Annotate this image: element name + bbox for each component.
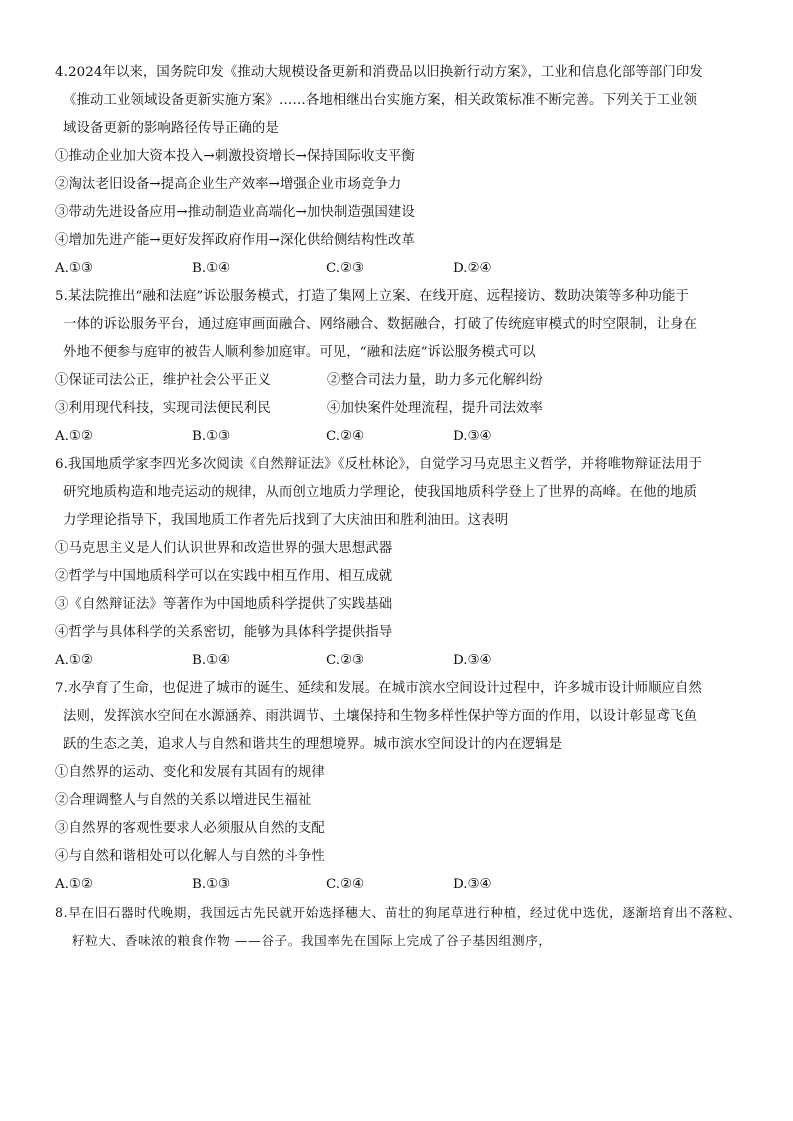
q8-stem-line-2: 籽粒大、香味浓的粮食作物 ——谷子。我国率先在国际上完成了谷子基因组测序， bbox=[72, 933, 552, 948]
q7-option-c: C.②④ bbox=[326, 877, 365, 892]
q5-option-b: B.①③ bbox=[192, 429, 231, 444]
q7-stem-line-3: 跃的生态之美，追求人与自然和谐共生的理想境界。城市滨水空间设计的内在逻辑是 bbox=[63, 737, 563, 752]
q4-option-d: D.②④ bbox=[453, 261, 492, 276]
q4-option-c: C.②③ bbox=[326, 261, 365, 276]
q4-option-b: B.①④ bbox=[192, 261, 231, 276]
q7-option-d: D.③④ bbox=[453, 877, 492, 892]
q4-stem-line-3: 域设备更新的影响路径传导正确的是 bbox=[63, 121, 279, 136]
q4-item-1: ①推动企业加大资本投入→刺激投资增长→保持国际收支平衡 bbox=[55, 149, 415, 164]
q5-item-2: ②整合司法力量，助力多元化解纠纷 bbox=[327, 373, 543, 388]
q4-stem-line-1: 4.2024年以来，国务院印发《推动大规模设备更新和消费品以旧换新行动方案》，工业和信息化部等部门印发 bbox=[55, 65, 703, 80]
q6-item-4: ④哲学与具体科学的关系密切，能够为具体科学提供指导 bbox=[55, 625, 393, 640]
q7-stem-line-1: 7.水孕育了生命，也促进了城市的诞生、延续和发展。在城市滨水空间设计过程中，许多城市设计师顺应自然 bbox=[55, 681, 703, 696]
q8-stem-line-1: 8.早在旧石器时代晚期，我国远古先民就开始选择穗大、苗壮的狗尾草进行种植，经过优中选优，逐渐培育出不落粒、 bbox=[55, 905, 742, 920]
q6-option-c: C.②③ bbox=[326, 653, 365, 668]
q5-item-1: ①保证司法公正，维护社会公平正义 bbox=[55, 373, 271, 388]
q5-stem-line-2: 一体的诉讼服务平台，通过庭审画面融合、网络融合、数据融合，打破了传统庭审模式的时空限制，让身在 bbox=[63, 317, 698, 332]
q5-item-3: ③利用现代科技，实现司法便民利民 bbox=[55, 401, 271, 416]
q6-stem-line-1: 6.我国地质学家李四光多次阅读《自然辩证法》《反杜林论》，自觉学习马克思主义哲学，并将唯物辩证法用于 bbox=[55, 457, 703, 472]
q6-option-b: B.①④ bbox=[192, 653, 231, 668]
q4-item-4: ④增加先进产能→更好发挥政府作用→深化供给侧结构性改革 bbox=[55, 233, 415, 248]
q4-item-2: ②淘汰老旧设备→提高企业生产效率→增强企业市场竞争力 bbox=[55, 177, 402, 192]
q6-option-a: A.①② bbox=[55, 653, 93, 668]
q4-option-a: A.①③ bbox=[55, 261, 93, 276]
q7-item-3: ③自然界的客观性要求人必须服从自然的支配 bbox=[55, 821, 325, 836]
q6-stem-line-2: 研究地质构造和地壳运动的规律，从而创立地质力学理论，使我国地质科学登上了世界的高峰。在他的地质 bbox=[63, 485, 698, 500]
q7-item-1: ①自然界的运动、变化和发展有其固有的规律 bbox=[55, 765, 325, 780]
q7-option-b: B.①③ bbox=[192, 877, 231, 892]
q5-stem-line-1: 5.某法院推出“融和法庭”诉讼服务模式，打造了集网上立案、在线开庭、远程接访、数助决策等多种功能于 bbox=[55, 289, 689, 304]
q7-option-a: A.①② bbox=[55, 877, 93, 892]
q7-item-4: ④与自然和谐相处可以化解人与自然的斗争性 bbox=[55, 849, 325, 864]
q5-option-a: A.①② bbox=[55, 429, 93, 444]
q5-stem-line-3: 外地不便参与庭审的被告人顺利参加庭审。可见，“融和法庭”诉讼服务模式可以 bbox=[63, 345, 536, 360]
q6-item-2: ②哲学与中国地质科学可以在实践中相互作用、相互成就 bbox=[55, 569, 393, 584]
q4-stem-line-2: 《推动工业领域设备更新实施方案》……各地相继出台实施方案，相关政策标准不断完善。下列关于工业领 bbox=[63, 93, 698, 108]
q6-option-d: D.③④ bbox=[453, 653, 492, 668]
q6-item-1: ①马克思主义是人们认识世界和改造世界的强大思想武器 bbox=[55, 541, 393, 556]
q6-stem-line-3: 力学理论指导下，我国地质工作者先后找到了大庆油田和胜利油田。这表明 bbox=[63, 513, 509, 528]
q5-option-c: C.②④ bbox=[326, 429, 365, 444]
q6-item-3: ③《自然辩证法》等著作为中国地质科学提供了实践基础 bbox=[55, 597, 393, 612]
q7-stem-line-2: 法则，发挥滨水空间在水源涵养、雨洪调节、土壤保持和生物多样性保护等方面的作用，以设计彰显鸢飞鱼 bbox=[63, 709, 698, 724]
q7-item-2: ②合理调整人与自然的关系以增进民生福祉 bbox=[55, 793, 312, 808]
q4-item-3: ③带动先进设备应用→推动制造业高端化→加快制造强国建设 bbox=[55, 205, 415, 220]
q5-item-4: ④加快案件处理流程，提升司法效率 bbox=[327, 401, 543, 416]
q5-option-d: D.③④ bbox=[453, 429, 492, 444]
